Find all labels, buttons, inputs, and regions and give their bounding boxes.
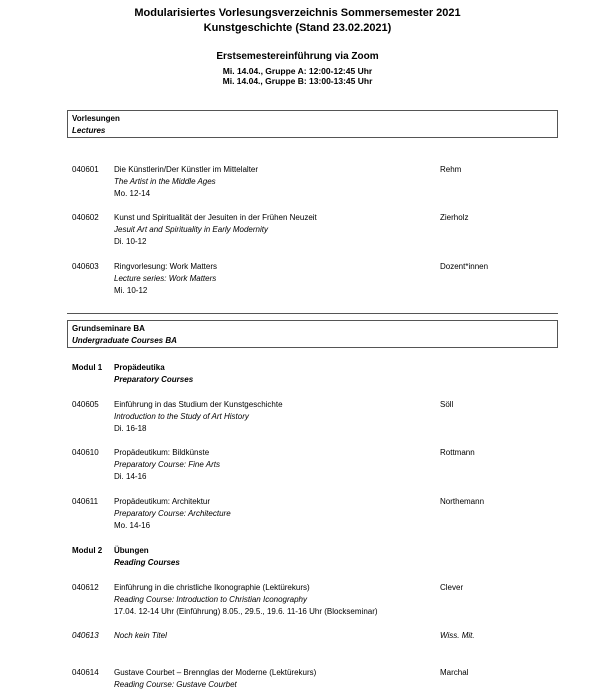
course-time: Di. 10-12 — [114, 237, 147, 246]
section-title-en: Lectures — [72, 125, 106, 135]
course-title-english: Reading Course: Introduction to Christian Iconography — [114, 595, 307, 604]
course-lecturer: Zierholz — [440, 213, 469, 222]
course-title: Die Künstlerin/Der Künstler im Mittelalter — [114, 165, 259, 174]
course-time: Di. 16-18 — [114, 424, 147, 433]
intro-line-1: Mi. 14.04., Gruppe A: 12:00-12:45 Uhr — [222, 66, 373, 76]
course-number: 040610 — [72, 448, 99, 457]
course-title: Einführung in das Studium der Kunstgeschichte — [114, 400, 283, 409]
course-number: 040605 — [72, 400, 99, 409]
section-title-de: Grundseminare BA — [72, 324, 145, 333]
course-number: 040602 — [72, 213, 99, 222]
intro-title: Erstsemestereinführung via Zoom — [216, 51, 379, 62]
module-label: Modul 2 — [72, 546, 103, 555]
course-title-english: Preparatory Course: Fine Arts — [114, 460, 220, 469]
course-lecturer: Rehm — [440, 165, 462, 174]
module-title-en: Preparatory Courses — [114, 375, 194, 384]
course-title-english: Introduction to the Study of Art History — [114, 412, 249, 421]
module-title-de: Übungen — [114, 546, 149, 555]
course-number: 040603 — [72, 262, 99, 271]
course-lecturer: Wiss. Mit. — [440, 631, 475, 640]
course-lecturer: Northemann — [440, 497, 485, 506]
course-lecturer: Söll — [440, 400, 454, 409]
course-lecturer: Marchal — [440, 668, 469, 677]
course-number: 040613 — [72, 631, 99, 640]
course-number: 040612 — [72, 583, 99, 592]
course-title: Propädeutikum: Bildkünste — [114, 448, 210, 457]
module-title-de: Propädeutika — [114, 363, 165, 372]
section-divider — [67, 313, 558, 314]
intro-line-2: Mi. 14.04., Gruppe B: 13:00-13:45 Uhr — [222, 76, 373, 86]
section-header-lectures — [67, 110, 558, 138]
course-time: Mo. 14-16 — [114, 521, 151, 530]
document-subtitle: Kunstgeschichte (Stand 23.02.2021) — [203, 22, 392, 34]
course-time: Di. 14-16 — [114, 472, 147, 481]
course-lecturer: Dozent*innen — [440, 262, 489, 271]
course-title: Propädeutikum: Architektur — [114, 497, 211, 506]
course-title: Kunst und Spiritualität der Jesuiten in der Frühen Neuzeit — [114, 213, 317, 222]
module-label: Modul 1 — [72, 363, 103, 372]
document-title: Modularisiertes Vorlesungsverzeichnis Sommersemester 2021 — [134, 7, 461, 19]
course-lecturer: Rottmann — [440, 448, 475, 457]
course-number: 040611 — [72, 497, 99, 506]
course-time: Mi. 10-12 — [114, 286, 148, 295]
course-time: 17.04. 12-14 Uhr (Einführung) 8.05., 29.5., 19.6. 11-16 Uhr (Blockseminar) — [114, 607, 378, 616]
course-title: Ringvorlesung: Work Matters — [114, 262, 217, 271]
course-time: Mo. 12-14 — [114, 189, 151, 198]
course-title-english: The Artist in the Middle Ages — [114, 177, 216, 186]
section-title-en: Undergraduate Courses BA — [72, 335, 177, 345]
section-header-ba — [67, 320, 558, 348]
course-title-english: Lecture series: Work Matters — [114, 274, 217, 283]
course-title-english: Jesuit Art and Spirituality in Early Modernity — [114, 225, 268, 234]
course-number: 040614 — [72, 668, 99, 677]
course-title: Einführung in die christliche Ikonographie (Lektürekurs) — [114, 583, 310, 592]
section-title-de: Vorlesungen — [72, 114, 120, 123]
course-title: Noch kein Titel — [114, 631, 167, 640]
course-title-english: Reading Course: Gustave Courbet — [114, 680, 237, 689]
course-lecturer: Clever — [440, 583, 464, 592]
course-number: 040601 — [72, 165, 99, 174]
course-title-english: Preparatory Course: Architecture — [114, 509, 231, 518]
module-title-en: Reading Courses — [114, 558, 180, 567]
course-title: Gustave Courbet – Brennglas der Moderne (Lektürekurs) — [114, 668, 317, 677]
